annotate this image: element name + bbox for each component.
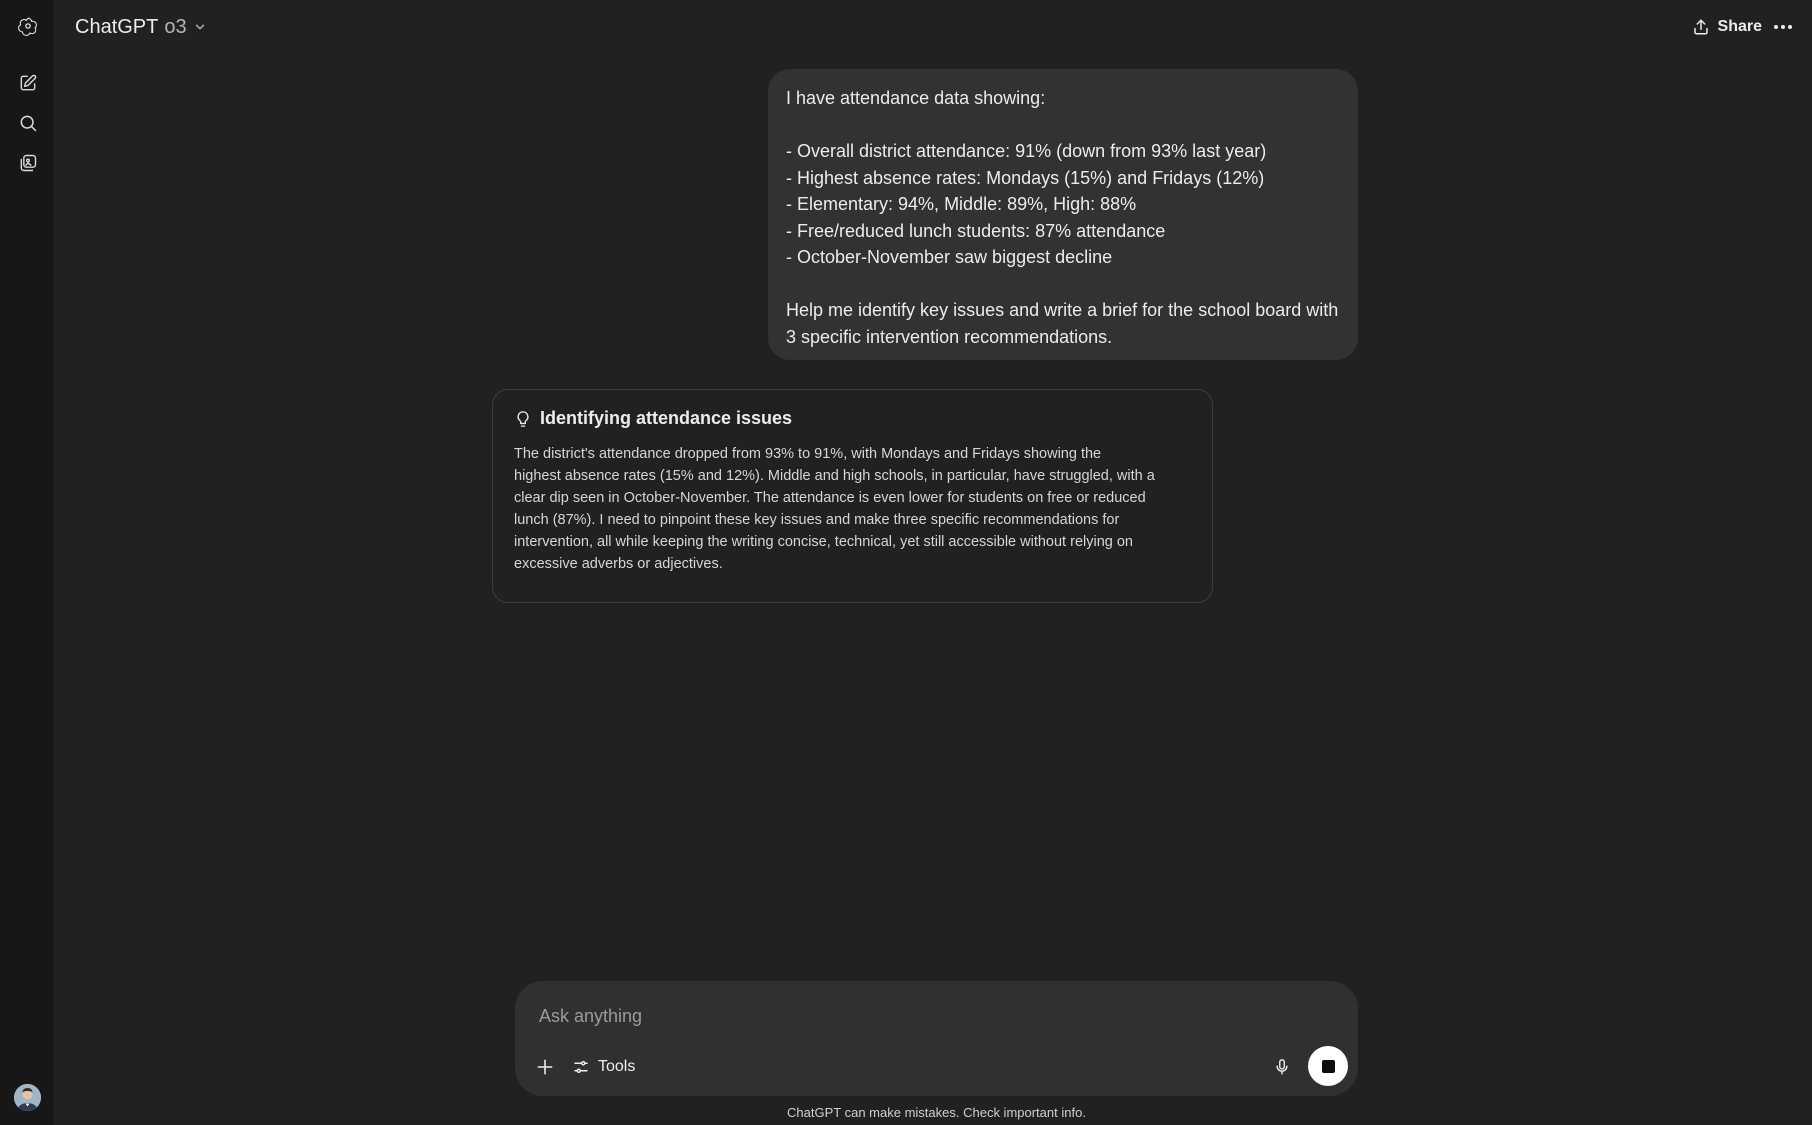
lightbulb-icon [514,409,532,429]
message-line: - Free/reduced lunch students: 87% attendance [786,220,1166,241]
message-line: - Elementary: 94%, Middle: 89%, High: 88% [786,194,1137,214]
stop-icon [1322,1060,1335,1073]
reasoning-line: intervention, all while keeping the writing concise, technical, yet still accessible without relying on [514,534,1133,550]
dictate-button[interactable] [1266,1051,1298,1083]
reasoning-header [514,408,1191,429]
model-version: o3 [164,15,187,38]
reasoning-title: Identifying attendance issues [540,408,793,428]
reasoning-line: highest absence rates (15% and 12%). Middle and high schools, in particular, have struggled, with a [514,468,1155,484]
message-line: - October-November saw biggest decline [786,247,1113,267]
disclaimer-text: ChatGPT can make mistakes. Check important info. [787,1105,1086,1120]
user-message-bubble [768,69,1358,360]
plus-icon [535,1057,555,1077]
model-selector[interactable] [75,12,207,42]
composer [515,981,1358,1096]
app-name: ChatGPT [75,15,159,38]
reasoning-line: lunch (87%). I need to pinpoint these key issues and make three specific recommendations for [514,512,1120,528]
tools-label: Tools [598,1058,636,1075]
reasoning-card[interactable] [492,389,1213,603]
reasoning-text [514,443,1191,575]
prompt-input[interactable] [537,1001,1317,1031]
microphone-icon [1273,1057,1291,1077]
share-label: Share [1717,18,1762,35]
top-bar [55,0,1812,54]
ellipsis-icon [1773,24,1793,30]
user-avatar[interactable] [14,1084,41,1111]
message-line: - Highest absence rates: Mondays (15%) and Fridays (12%) [786,167,1265,188]
message-line: I have attendance data showing: [786,88,1046,108]
reasoning-line: The district's attendance dropped from 93% to 91%, with Mondays and Fridays showing the [514,446,1102,462]
search-icon[interactable] [13,108,43,138]
share-icon [1692,18,1710,36]
reasoning-line: excessive adverbs or adjectives. [514,556,723,572]
sliders-icon [572,1058,590,1076]
stop-generating-button[interactable] [1308,1046,1348,1086]
library-icon[interactable] [13,148,43,178]
more-options-button[interactable] [1768,12,1798,42]
tools-button[interactable] [572,1051,635,1083]
message-line: Help me identify key issues and write a brief for the school board with [786,300,1339,320]
message-line: - Overall district attendance: 91% (down from 93% last year) [786,141,1267,161]
reasoning-line: clear dip seen in October-November. The attendance is even lower for students on free or reduced [514,490,1146,506]
add-attachment-button[interactable] [529,1051,561,1083]
new-chat-icon[interactable] [13,68,43,98]
openai-logo-icon[interactable] [13,11,43,41]
chevron-down-icon [193,20,207,34]
sidebar [0,0,55,1125]
share-button[interactable] [1692,12,1762,42]
message-line: 3 specific intervention recommendations. [786,326,1113,347]
